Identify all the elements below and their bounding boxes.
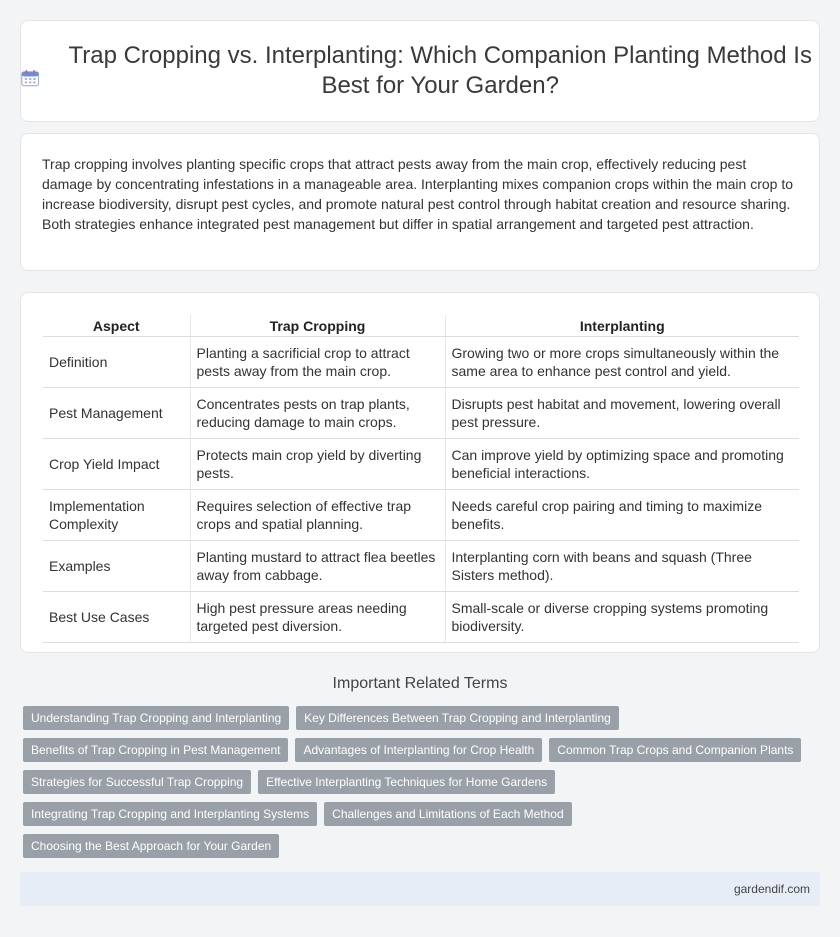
table-row: [43, 337, 799, 388]
table-row: [43, 439, 799, 490]
related-term-tag[interactable]: Benefits of Trap Cropping in Pest Management: [23, 738, 288, 762]
table-row: [43, 388, 799, 439]
table-cell: Disrupts pest habitat and movement, lowering overall pest pressure.: [445, 388, 799, 439]
related-terms-heading: Important Related Terms: [332, 675, 508, 692]
related-term-tag[interactable]: Understanding Trap Cropping and Interplanting: [23, 706, 289, 730]
calendar-icon: [21, 67, 39, 89]
intro-paragraph: Trap cropping involves planting specific crops that attract pests away from the main crop, effectively reducing pest damage by concentrating infestations in a manageable area. Interplanting mixes companion crops within the main crop to increase biodiversity, disrupt pest cycles, and promote natural pest control through habitat creation and resource sharing. Both strategies enhance integrated pest management but differ in spatial arrangement and targeted pest attraction.: [42, 156, 793, 232]
tag-row: [23, 706, 823, 730]
tag-row: [23, 738, 823, 762]
table-row: [43, 592, 799, 643]
intro-card: [20, 133, 820, 271]
page-title: Trap Cropping vs. Interplanting: Which Companion Planting Method Is Best for Your Garden?: [68, 42, 812, 99]
footer-site-link[interactable]: gardendif.com: [733, 882, 810, 896]
table-row: [43, 490, 799, 541]
table-cell: Planting a sacrificial crop to attract pests away from the main crop.: [190, 337, 445, 388]
table-cell: Requires selection of effective trap crops and spatial planning.: [190, 490, 445, 541]
table-cell: Pest Management: [43, 388, 190, 439]
column-header-trap-cropping: Trap Cropping: [190, 315, 445, 337]
related-term-tag[interactable]: Common Trap Crops and Companion Plants: [549, 738, 801, 762]
tag-row: [23, 770, 823, 794]
table-cell: Definition: [43, 337, 190, 388]
table-cell: Protects main crop yield by diverting pests.: [190, 439, 445, 490]
table-cell: Best Use Cases: [43, 592, 190, 643]
comparison-card: [20, 292, 820, 653]
related-term-tag[interactable]: Key Differences Between Trap Cropping and Interplanting: [296, 706, 619, 730]
table-cell: Planting mustard to attract flea beetles away from cabbage.: [190, 541, 445, 592]
table-cell: Small-scale or diverse cropping systems promoting biodiversity.: [445, 592, 799, 643]
related-term-tag[interactable]: Choosing the Best Approach for Your Garden: [23, 834, 279, 858]
related-term-tag[interactable]: Strategies for Successful Trap Cropping: [23, 770, 251, 794]
table-cell: Can improve yield by optimizing space and promoting beneficial interactions.: [445, 439, 799, 490]
table-cell: Interplanting corn with beans and squash (Three Sisters method).: [445, 541, 799, 592]
related-term-tag[interactable]: Effective Interplanting Techniques for Home Gardens: [258, 770, 555, 794]
related-term-tag[interactable]: Integrating Trap Cropping and Interplanting Systems: [23, 802, 317, 826]
column-header-interplanting: Interplanting: [445, 315, 799, 337]
table-cell: Growing two or more crops simultaneously within the same area to enhance pest control and yield.: [445, 337, 799, 388]
table-header-row: [43, 315, 799, 337]
title-card: [20, 20, 820, 122]
footer: [20, 872, 820, 906]
table-cell: Examples: [43, 541, 190, 592]
table-cell: High pest pressure areas needing targeted pest diversion.: [190, 592, 445, 643]
related-terms-list: [23, 706, 823, 866]
column-header-aspect: Aspect: [43, 315, 190, 337]
comparison-table: [43, 315, 799, 643]
table-cell: Needs careful crop pairing and timing to maximize benefits.: [445, 490, 799, 541]
related-term-tag[interactable]: Advantages of Interplanting for Crop Health: [295, 738, 542, 762]
table-cell: Crop Yield Impact: [43, 439, 190, 490]
related-term-tag[interactable]: Challenges and Limitations of Each Method: [324, 802, 571, 826]
tag-row: [23, 802, 823, 826]
table-row: [43, 541, 799, 592]
table-cell: Implementation Complexity: [43, 490, 190, 541]
tag-row: [23, 834, 823, 858]
table-cell: Concentrates pests on trap plants, reducing damage to main crops.: [190, 388, 445, 439]
